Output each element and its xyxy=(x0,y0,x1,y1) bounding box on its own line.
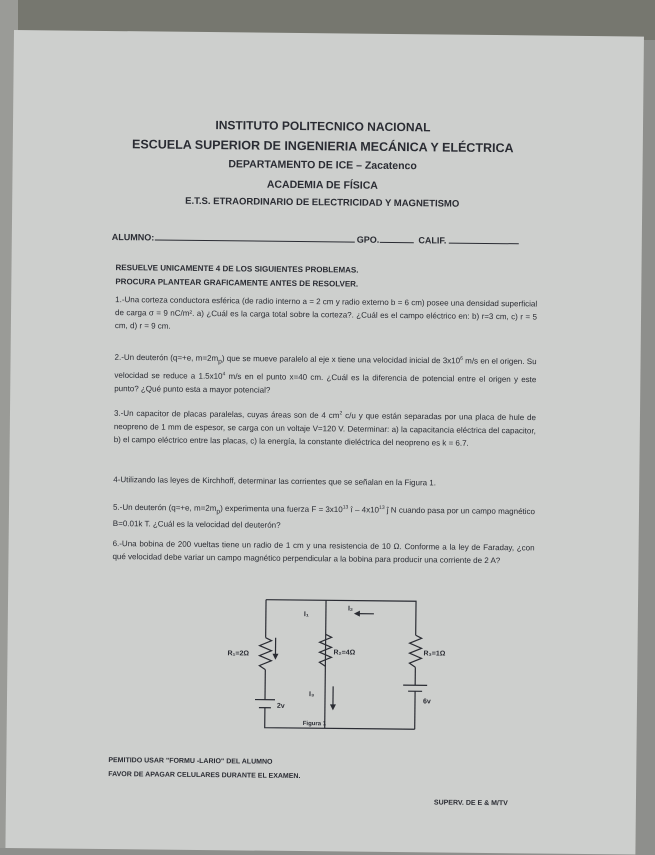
instruction-2: PROCURA PLANTEAR GRAFICAMENTE ANTES DE RESOLVER. xyxy=(115,277,358,289)
wire-top xyxy=(266,600,416,636)
problem-1: 1.-Una corteza conductora esférica (de radio interno a = 2 cm y radio externo b = 6 cm) posee una densidad superficial de carga σ = 9 nC/m². a) ¿Cuál es la carga total sobre la corteza?. ¿Cuál es el campo eléctrico en: b) r=3 cm, c) r = 5 cm, d) r = 9 cm. xyxy=(115,293,537,336)
problem-5-sub: p xyxy=(216,508,220,515)
resistor-r1 xyxy=(259,638,271,670)
problem-2-part-a: 2.-Un deuterón (q=+e, m=2m xyxy=(115,353,219,363)
calif-line xyxy=(449,235,519,245)
label-v2: 6v xyxy=(423,698,431,705)
problem-6: 6.-Una bobina de 200 vueltas tiene un radio de 1 cm y una resistencia de 10 Ω. Conforme a la ley de Faraday, ¿con qué velocidad debe variar un campo magnético perpendicular a la bobina para producir una corriente de 2 A? xyxy=(112,537,534,567)
problem-5 xyxy=(113,499,535,535)
problem-4: 4-Utilizando las leyes de Kirchhoff, determinar las corrientes que se señalan en la Figura 1. xyxy=(113,473,535,490)
school-title: ESCUELA SUPERIOR DE INGENIERIA MECÁNICA Y ELÉCTRICA xyxy=(13,136,633,156)
label-r1: R₁=2Ω xyxy=(227,650,249,657)
problem-2-exp-1: 6 xyxy=(460,356,463,362)
alumno-line xyxy=(154,231,354,242)
problem-2-part-c: m/s en el origen. Su velocidad se reduce a 1.5x10 xyxy=(114,356,536,381)
problem-3-part-b: c/u y que están separadas por una placa de hule de neopreno de 1 mm de espesor, se carga con un voltaje V=120 V. Determinar: a) la capacitancia eléctrica del capacitor, b) el campo eléctrico entre las placas, c) la energía, la constante dieléctrica del neopreno es k = 6.7. xyxy=(114,411,536,447)
label-i3: I₃ xyxy=(309,691,314,698)
problem-5-part-a: 5.-Un deuterón (q=+e, m=2m xyxy=(113,503,217,513)
problem-2-part-d: m/s en el punto x=40 cm. ¿Cuál es la diferencia de potencial entre el origen y este punto? ¿Qué punto esta a mayor potencial? xyxy=(114,372,536,394)
label-i2: I₂ xyxy=(348,606,353,613)
problem-5-part-c: î – 4x10 xyxy=(348,505,379,514)
exam-sheet xyxy=(5,30,644,855)
problem-3-exp: 2 xyxy=(339,410,342,416)
figure-caption: Figura 1 xyxy=(303,721,326,727)
footer-note-1: PEMITIDO USAR "FORMU -LARIO" DEL ALUMNO xyxy=(108,757,272,766)
problem-3 xyxy=(114,405,536,450)
problem-5-exp-1: 13 xyxy=(343,504,349,510)
label-i1: I₁ xyxy=(304,611,309,618)
circuit-diagram xyxy=(205,597,467,750)
problem-5-part-d: ĵ N cuando pasa por un campo magnético B=0.01k T. ¿Cuál es la velocidad del deuterón? xyxy=(113,506,535,531)
department-title: DEPARTAMENTO DE ICE – Zacatenco xyxy=(13,156,633,174)
footer-note-2: FAVOR DE APAGAR CELULARES DURANTE EL EXAMEN. xyxy=(108,771,300,780)
institute-title: INSTITUTO POLITECNICO NACIONAL xyxy=(13,116,633,136)
problem-5-exp-2: 13 xyxy=(379,505,385,511)
calif-label: CALIF. xyxy=(418,235,446,245)
gpo-line xyxy=(379,234,413,243)
problem-3-part-a: 3.-Un capacitor de placas paralelas, cuyas áreas son de 4 cm xyxy=(114,409,340,420)
exam-title: E.T.S. ETRAORDINARIO DE ELECTRICIDAD Y MAGNETISMO xyxy=(12,194,632,211)
gpo-label: GPO. xyxy=(357,235,380,245)
problem-2 xyxy=(114,349,536,399)
problem-2-sub: p xyxy=(218,358,222,365)
alumno-label: ALUMNO: xyxy=(112,232,155,242)
wire-middle-branch xyxy=(325,600,326,728)
battery-2v xyxy=(255,700,275,708)
problem-2-exp-2: 4 xyxy=(223,371,226,377)
label-r2: R₂=4Ω xyxy=(333,649,355,656)
instruction-1: RESUELVE UNICAMENTE 4 DE LOS SIGUIENTES PROBLEMAS. xyxy=(115,263,358,275)
arrow-head-i3 xyxy=(330,704,336,710)
student-fields xyxy=(112,231,542,247)
arrow-head-i2 xyxy=(354,611,360,617)
supervisor-code: SUPERV. DE E & M/TV xyxy=(434,799,508,807)
resistor-r3 xyxy=(409,635,421,667)
label-r3: R₃=1Ω xyxy=(423,650,445,657)
academy-title: ACADEMIA DE FÍSICA xyxy=(12,176,632,194)
problem-2-part-b: ) que se mueve paralelo al eje x tiene una velocidad inicial de 3x10 xyxy=(222,354,460,365)
problem-5-part-b: ) experimenta una fuerza F = 3x10 xyxy=(220,504,343,514)
label-v1: 2v xyxy=(277,703,285,710)
battery-6v xyxy=(403,685,427,691)
arrow-head-left xyxy=(272,654,278,660)
wire-bottom xyxy=(265,708,415,730)
